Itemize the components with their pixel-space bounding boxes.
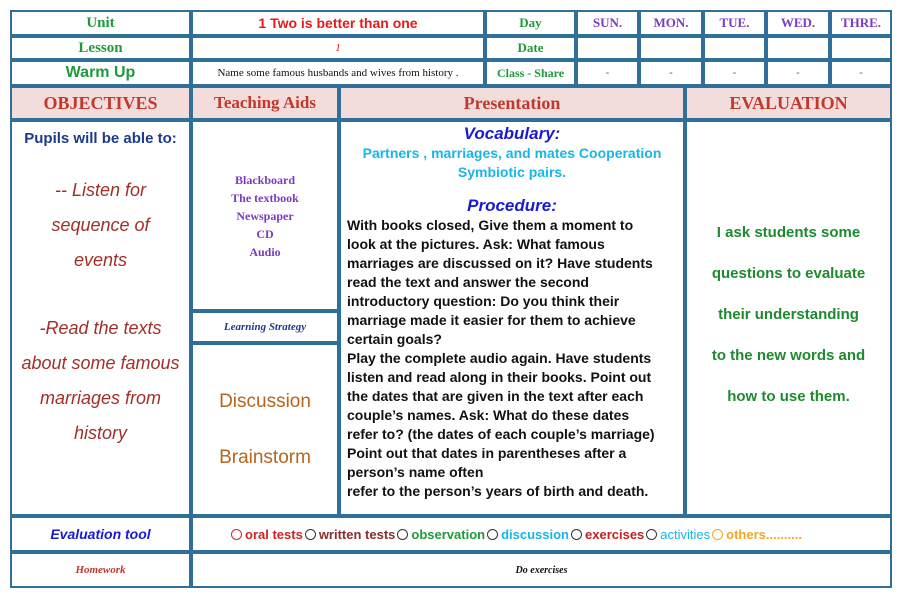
option-label: discussion <box>501 526 569 542</box>
day-thre: THRE. <box>830 10 892 36</box>
date-sun-cell <box>576 36 639 60</box>
date-wed-cell <box>766 36 830 60</box>
procedure-line: refer to? (the dates of each couple’s marriage) <box>347 426 655 442</box>
class-mark-wed: - <box>766 60 830 86</box>
learning-strategy-label: Learning Strategy <box>191 311 339 343</box>
unit-value: 1 Two is better than one <box>191 10 485 36</box>
presentation-header: Presentation <box>339 86 685 120</box>
date-tue-cell <box>703 36 766 60</box>
procedure-body <box>347 216 655 501</box>
evaluation-line: to the new words and <box>711 347 866 364</box>
procedure-line: person’s name often <box>347 464 484 480</box>
class-share-label: Class - Share <box>485 60 576 86</box>
day-tue: TUE. <box>703 10 766 36</box>
procedure-line: the dates that are given in the text after each <box>347 388 644 404</box>
class-mark-thre: - <box>830 60 892 86</box>
class-mark-mon: - <box>639 60 703 86</box>
vocabulary-title: Vocabulary: <box>463 124 561 143</box>
day-label: Day <box>485 10 576 36</box>
strategy-item: Discussion <box>219 390 311 412</box>
procedure-line: look at the pictures. Ask: What famous <box>347 236 605 252</box>
evaluation-line: their understanding <box>718 306 859 323</box>
evaluation-header: EVALUATION <box>685 86 892 120</box>
procedure-line: refer to the person’s years of birth and death. <box>347 483 649 499</box>
option-label: others.......... <box>726 526 802 542</box>
procedure-line: couple’s names. Ask: What do these dates <box>347 407 630 423</box>
lesson-label: Lesson <box>10 36 191 60</box>
objectives-header: OBJECTIVES <box>10 86 191 120</box>
presentation-cell <box>339 120 685 516</box>
objective-line: marriages from <box>39 388 162 408</box>
radio-circle-icon[interactable] <box>305 529 316 540</box>
procedure-line: Point out that dates in parentheses after a <box>347 445 627 461</box>
date-thre-cell <box>830 36 892 60</box>
evaluation-tool-options <box>191 516 892 552</box>
evaluation-line: questions to evaluate <box>711 265 866 282</box>
aid-item: CD <box>256 226 274 241</box>
objective-line: about some famous <box>21 353 180 373</box>
evaluation-cell <box>685 120 892 516</box>
option-label: activities <box>660 526 711 542</box>
radio-circle-icon[interactable] <box>646 529 657 540</box>
option-label: written tests <box>318 526 396 542</box>
aid-item: Blackboard <box>234 172 295 187</box>
day-mon: MON. <box>639 10 703 36</box>
option-written-tests[interactable] <box>305 527 396 542</box>
aid-item: Newspaper <box>236 208 294 223</box>
procedure-line: introductory question: Do you think their <box>347 293 620 309</box>
evaluation-line: I ask students some <box>716 224 861 241</box>
vocabulary-line: Partners , marriages, and mates Cooperation <box>362 145 662 161</box>
option-others[interactable] <box>712 527 802 542</box>
vocabulary-line: Symbiotic pairs. <box>457 164 567 180</box>
option-label: observation <box>411 526 486 542</box>
radio-circle-icon[interactable] <box>487 529 498 540</box>
objectives-cell <box>10 120 191 516</box>
radio-circle-icon[interactable] <box>712 529 723 540</box>
aid-item: The textbook <box>231 190 299 205</box>
class-mark-tue: - <box>703 60 766 86</box>
objective-line: -- Listen for <box>54 180 147 200</box>
option-observation[interactable] <box>397 527 485 542</box>
homework-label: Homework <box>10 552 191 588</box>
day-wed: WED. <box>766 10 830 36</box>
unit-label: Unit <box>10 10 191 36</box>
option-discussion[interactable] <box>487 527 569 542</box>
strategies-cell <box>191 343 339 516</box>
date-label: Date <box>485 36 576 60</box>
warmup-label: Warm Up <box>10 60 191 86</box>
strategy-item: Brainstorm <box>219 446 311 468</box>
objective-line: sequence of <box>51 215 150 235</box>
evaluation-line: how to use them. <box>727 388 850 405</box>
date-mon-cell <box>639 36 703 60</box>
objective-line: events <box>73 250 128 270</box>
radio-circle-icon[interactable] <box>231 529 242 540</box>
class-mark-sun: - <box>576 60 639 86</box>
option-exercises[interactable] <box>571 527 644 542</box>
procedure-line: marriage made it easier for them to achieve <box>347 312 636 328</box>
option-activities[interactable] <box>646 527 710 542</box>
warmup-value: Name some famous husbands and wives from history . <box>191 60 485 86</box>
option-label: exercises <box>585 526 645 542</box>
option-oral-tests[interactable] <box>231 527 303 542</box>
evaluation-tool-label: Evaluation tool <box>10 516 191 552</box>
teaching-aids-header: Teaching Aids <box>191 86 339 120</box>
aid-item: Audio <box>249 244 281 259</box>
option-label: oral tests <box>245 526 303 542</box>
procedure-line: Play the complete audio again. Have students <box>347 350 652 366</box>
radio-circle-icon[interactable] <box>397 529 408 540</box>
teaching-aids-cell <box>191 120 339 311</box>
objectives-intro: Pupils will be able to: <box>24 130 177 147</box>
procedure-line: read the text and answer the second <box>347 274 589 290</box>
procedure-line: listen and read along in their books. Point out <box>347 369 652 385</box>
procedure-line: certain goals? <box>347 331 442 347</box>
radio-circle-icon[interactable] <box>571 529 582 540</box>
objective-line: -Read the texts <box>39 318 162 338</box>
homework-value: Do exercises <box>191 552 892 588</box>
lesson-value: 1 <box>191 36 485 60</box>
procedure-title: Procedure: <box>467 196 557 215</box>
procedure-line: marriages are discussed on it? Have students <box>347 255 653 271</box>
procedure-line: With books closed, Give them a moment to <box>347 217 634 233</box>
objective-line: history <box>73 423 127 443</box>
day-sun: SUN. <box>576 10 639 36</box>
